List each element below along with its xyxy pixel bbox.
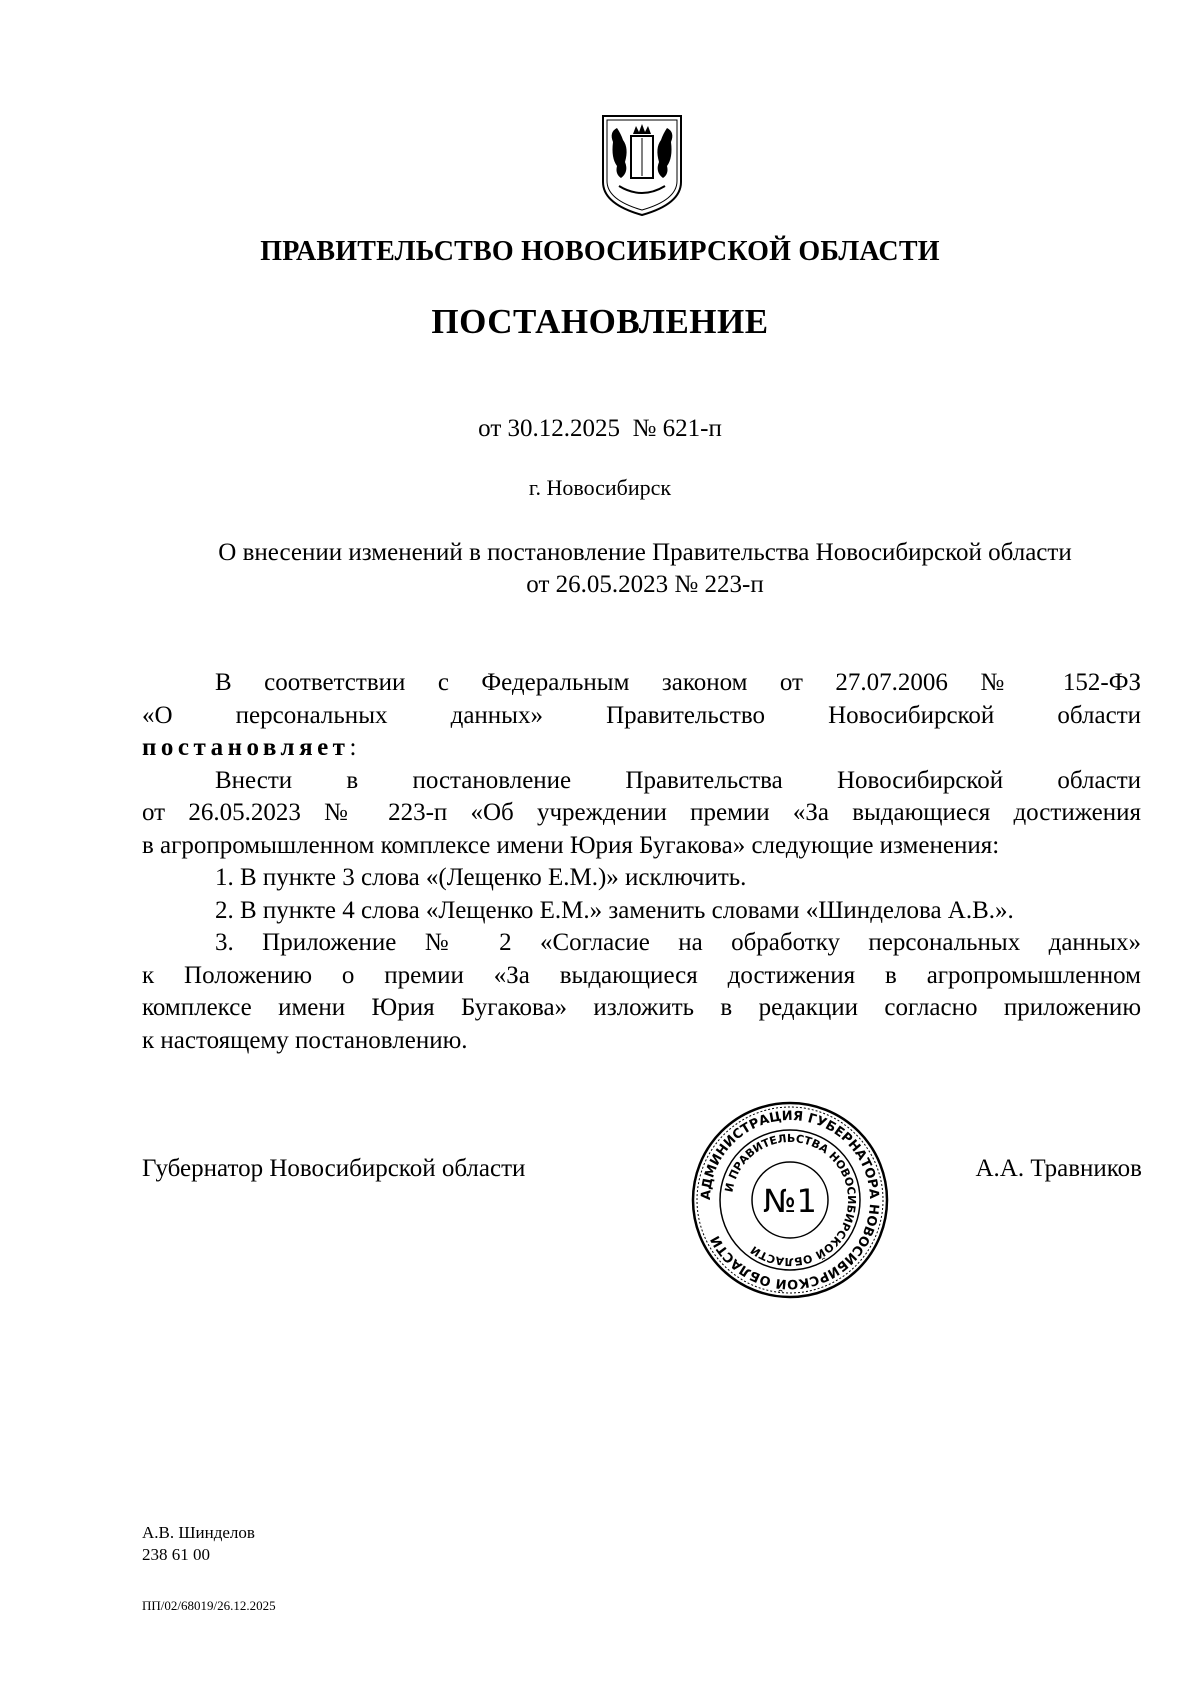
body-line: комплексе имени Юрия Бугакова» изложить в редакции согласно приложению xyxy=(142,994,1141,1021)
document-type-title: ПОСТАНОВЛЕНИЕ xyxy=(431,302,769,341)
executor-phone: 238 61 00 xyxy=(142,1545,210,1564)
body-line: от 26.05.2023 № 223-п «Об учреждении премии «За выдающиеся достижения xyxy=(142,799,1141,826)
executor-block xyxy=(142,1522,255,1566)
novosibirsk-coat-of-arms-icon xyxy=(599,112,685,218)
document-body xyxy=(142,667,1141,1057)
body-line: к настоящему постановлению. xyxy=(142,1026,468,1054)
list-item: 2. В пункте 4 слова «Лещенко Е.М.» заменить словами «Шинделова А.В.». xyxy=(215,896,1014,924)
official-seal-stamp xyxy=(690,1100,890,1300)
list-item: 3. Приложение № 2 «Согласие на обработку персональных данных» xyxy=(215,929,1141,956)
body-line: к Положению о премии «За выдающиеся достижения в агропромышленном xyxy=(142,961,1141,989)
subject-line-2: от 26.05.2023 № 223-п xyxy=(526,571,764,598)
body-line xyxy=(142,732,1141,765)
body-line: Внести в постановление Правительства Новосибирской области xyxy=(215,766,1141,794)
subject-heading xyxy=(150,537,1140,601)
list-item: 1. В пункте 3 слова «(Лещенко Е.М.)» исключить. xyxy=(215,864,747,891)
city: г. Новосибирск xyxy=(528,475,672,500)
body-line: В соответствии с Федеральным законом от 27.07.2006 № 152-ФЗ xyxy=(215,669,1141,696)
subject-line-1: О внесении изменений в постановление Правительства Новосибирской области xyxy=(218,539,1072,566)
body-line: «О персональных данных» Правительство Новосибирской области xyxy=(142,701,1141,729)
executor-name: А.В. Шинделов xyxy=(142,1523,255,1542)
seal-center-text: №1 xyxy=(763,1182,817,1220)
document-id: ПП/02/68019/26.12.2025 xyxy=(142,1598,276,1613)
colon: : xyxy=(349,734,357,761)
signatory-title: Губернатор Новосибирской области xyxy=(142,1155,526,1182)
signatory-name: А.А. Травников xyxy=(975,1155,1142,1182)
body-line: в агропромышленном комплексе имени Юрия Бугакова» следующие изменения: xyxy=(142,831,1000,859)
authority-title: ПРАВИТЕЛЬСТВО НОВОСИБИРСКОЙ ОБЛАСТИ xyxy=(260,236,940,267)
seal-inner-text: И ПРАВИТЕЛЬСТВА НОВОСИБИРСКОЙ ОБЛАСТИ xyxy=(722,1131,859,1269)
date-and-number: от 30.12.2025 № 621-п xyxy=(478,415,722,442)
seal-outer-text: АДМИНИСТРАЦИЯ ГУБЕРНАТОРА НОВОСИБИРСКОЙ ОБЛАСТИ xyxy=(698,1108,882,1292)
resolves-word: постановляет xyxy=(142,734,350,761)
